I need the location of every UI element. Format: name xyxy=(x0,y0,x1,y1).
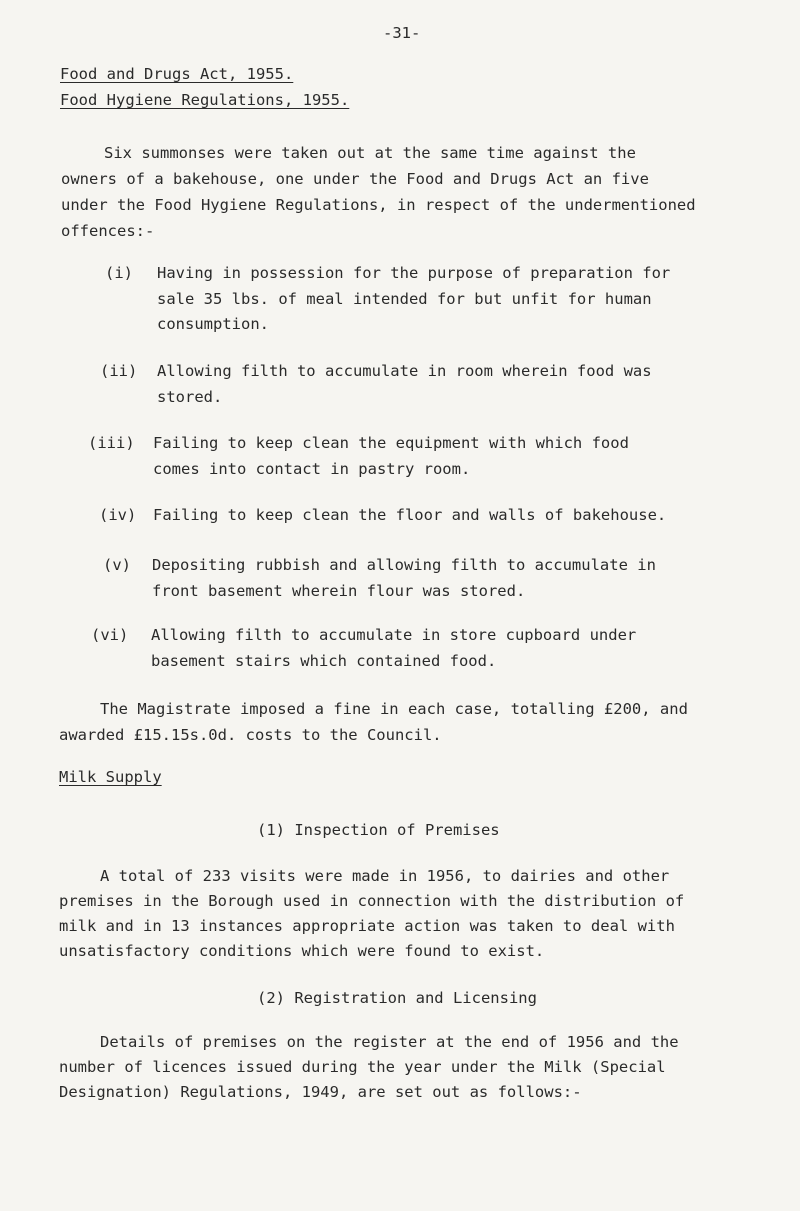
inspection-line: A total of 233 visits were made in 1956, to dairies and other xyxy=(100,867,670,885)
offence-number: (i) xyxy=(105,264,133,282)
intro-line: Six summonses were taken out at the same time against the xyxy=(104,144,636,162)
offence-line: sale 35 lbs. of meal intended for but unfit for human xyxy=(157,290,652,308)
intro-line: under the Food Hygiene Regulations, in respect of the undermentioned xyxy=(61,196,696,214)
fine-line: awarded £15.15s.0d. costs to the Council. xyxy=(59,726,442,744)
heading-food-hygiene-regs: Food Hygiene Regulations, 1955. xyxy=(60,91,350,109)
offence-line: Depositing rubbish and allowing filth to accumulate in xyxy=(152,556,656,574)
page-number: -31- xyxy=(383,24,421,42)
fine-line: The Magistrate imposed a fine in each case, totalling £200, and xyxy=(100,700,688,718)
inspection-line: milk and in 13 instances appropriate action was taken to deal with xyxy=(59,917,675,935)
intro-line: offences:- xyxy=(61,222,155,240)
offence-line: basement stairs which contained food. xyxy=(151,652,497,670)
offence-line: front basement wherein flour was stored. xyxy=(152,582,526,600)
registration-line: number of licences issued during the year under the Milk (Special xyxy=(59,1058,666,1076)
inspection-line: unsatisfactory conditions which were found to exist. xyxy=(59,942,545,960)
registration-line: Designation) Regulations, 1949, are set out as follows:- xyxy=(59,1083,582,1101)
offence-line: Failing to keep clean the equipment with which food xyxy=(153,434,629,452)
offence-number: (vi) xyxy=(91,626,129,644)
offence-line: Allowing filth to accumulate in store cupboard under xyxy=(151,626,637,644)
heading-food-drugs-act: Food and Drugs Act, 1955. xyxy=(60,65,294,83)
registration-heading: (2) Registration and Licensing xyxy=(257,989,537,1007)
offence-line: Allowing filth to accumulate in room wherein food was xyxy=(157,362,652,380)
inspection-heading: (1) Inspection of Premises xyxy=(257,821,500,839)
inspection-line: premises in the Borough used in connection with the distribution of xyxy=(59,892,685,910)
registration-line: Details of premises on the register at the end of 1956 and the xyxy=(100,1033,679,1051)
offence-line: Having in possession for the purpose of preparation for xyxy=(157,264,671,282)
offence-number: (iv) xyxy=(99,506,137,524)
offence-number: (iii) xyxy=(88,434,135,452)
milk-supply-heading: Milk Supply xyxy=(59,768,162,786)
offence-line: comes into contact in pastry room. xyxy=(153,460,471,478)
offence-line: stored. xyxy=(157,388,223,406)
offence-number: (ii) xyxy=(100,362,138,380)
offence-number: (v) xyxy=(103,556,131,574)
intro-line: owners of a bakehouse, one under the Food and Drugs Act an five xyxy=(61,170,649,188)
offence-line: Failing to keep clean the floor and walls of bakehouse. xyxy=(153,506,667,524)
offence-line: consumption. xyxy=(157,315,269,333)
